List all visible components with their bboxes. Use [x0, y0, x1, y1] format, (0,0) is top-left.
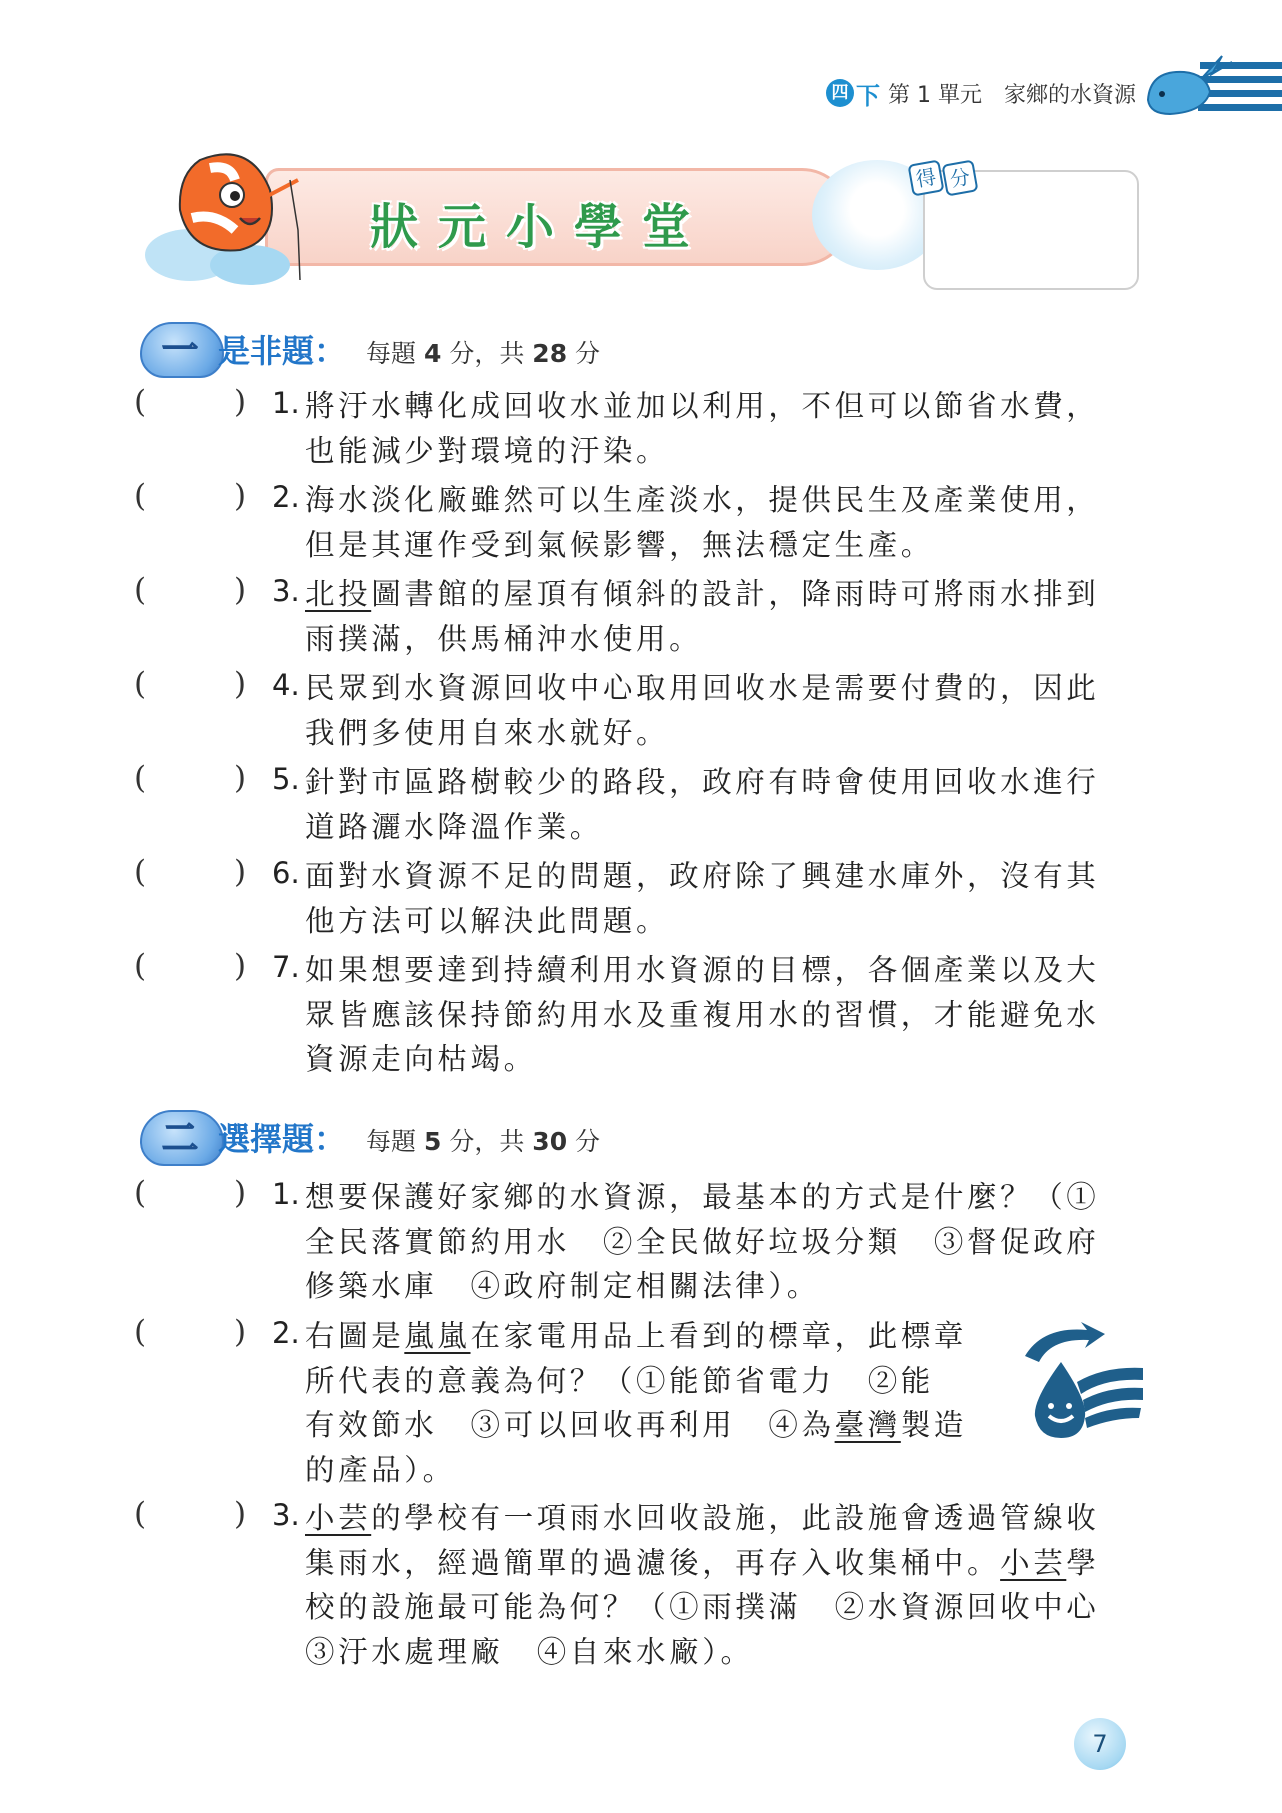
- section-true-false-header: [140, 318, 1040, 378]
- question-text: 針對市區路樹較少的路段，政府有時會使用回收水進行 道路灑水降溫作業。: [305, 765, 1100, 844]
- question-text: 想要保護好家鄉的水資源，最基本的方式是什麼？（① 全民落實節約用水 ②全民做好垃圾分類 ③督促政府 修築水庫 ④政府制定相關法律）。: [305, 1180, 1100, 1303]
- question-text: 民眾到水資源回收中心取用回收水是需要付費的，因此 我們多使用自來水就好。: [305, 671, 1100, 750]
- unit-title: 家鄉的水資源: [1004, 83, 1137, 108]
- answer-slot-mc-1[interactable]: [150, 1179, 230, 1219]
- question-text: 海水淡化廠雖然可以生產淡水，提供民生及產業使用， 但是其運作受到氣候影響，無法穩定生產。: [305, 483, 1100, 562]
- answer-slot-tf-2[interactable]: [150, 482, 230, 522]
- question-text: 小芸的學校有一項雨水回收設施，此設施會透過管線收 集雨水，經過簡單的過濾後，再存入收集桶中。小芸學 校的設施最可能為何？（①雨撲滿 ②水資源回收中心 ③汙水處理廠 ④自來水廠）。: [305, 1501, 1100, 1669]
- water-saving-label-icon: [1005, 1322, 1145, 1446]
- section-number: 一: [161, 330, 198, 371]
- answer-slot-tf-4[interactable]: [150, 670, 230, 710]
- answer-slot-tf-7[interactable]: [150, 952, 230, 992]
- page-header: [0, 0, 1282, 130]
- question-text: 如果想要達到持續利用水資源的目標，各個產業以及大 眾皆應該保持節約用水及重複用水的習慣，才能避免水 資源走向枯竭。: [305, 953, 1100, 1076]
- grade-badge: 四: [826, 79, 854, 107]
- answer-slot-mc-2[interactable]: [150, 1318, 230, 1358]
- section-multiple-choice-header: [140, 1106, 1040, 1166]
- banner-title: 狀元小學堂: [370, 199, 711, 255]
- section-title: 選擇題：: [218, 1120, 347, 1158]
- question-number: 2.: [272, 480, 300, 514]
- question-text: 北投圖書館的屋頂有傾斜的設計，降雨時可將雨水排到 雨撲滿，供馬桶沖水使用。: [305, 577, 1100, 656]
- answer-slot-tf-3[interactable]: [150, 576, 230, 616]
- section-score-note: 每題 5 分，共 30 分: [366, 1127, 601, 1156]
- question-number: 7.: [272, 950, 300, 984]
- question-number: 1.: [272, 1177, 300, 1211]
- section-number: 二: [161, 1118, 198, 1159]
- answer-slot-tf-5[interactable]: [150, 764, 230, 804]
- question-number: 2.: [272, 1316, 300, 1350]
- answer-slot-tf-1[interactable]: [150, 388, 230, 428]
- grade-semester: 下: [856, 82, 880, 110]
- score-label-char-1: 得: [907, 159, 944, 196]
- answer-slot-tf-6[interactable]: [150, 858, 230, 898]
- clownfish-mascot-icon: [140, 140, 310, 290]
- whale-icon: [1140, 48, 1282, 124]
- answer-slot-mc-3[interactable]: [150, 1500, 230, 1540]
- score-label: [910, 162, 978, 194]
- question-number: 1.: [272, 386, 300, 420]
- section-score-note: 每題 4 分，共 28 分: [366, 339, 601, 368]
- question-number: 3.: [272, 574, 300, 608]
- question-number: 3.: [272, 1498, 300, 1532]
- section-title: 是非題：: [218, 332, 347, 370]
- question-text: 右圖是嵐嵐在家電用品上看到的標章，此標章 所代表的意義為何？（①能節省電力 ②能 有效節水 ③可以回收再利用 ④為臺灣製造 的產品）。: [305, 1319, 968, 1487]
- question-text: 將汙水轉化成回收水並加以利用，不但可以節省水費， 也能減少對環境的汙染。: [305, 389, 1100, 468]
- page-number: 7: [1074, 1718, 1126, 1770]
- unit-number: 第 1 單元: [888, 83, 982, 108]
- question-number: 6.: [272, 856, 300, 890]
- question-text: 面對水資源不足的問題，政府除了興建水庫外，沒有其 他方法可以解決此問題。: [305, 859, 1100, 938]
- question-number: 5.: [272, 762, 300, 796]
- title-banner: [145, 140, 885, 280]
- question-number: 4.: [272, 668, 300, 702]
- score-label-char-2: 分: [941, 159, 978, 196]
